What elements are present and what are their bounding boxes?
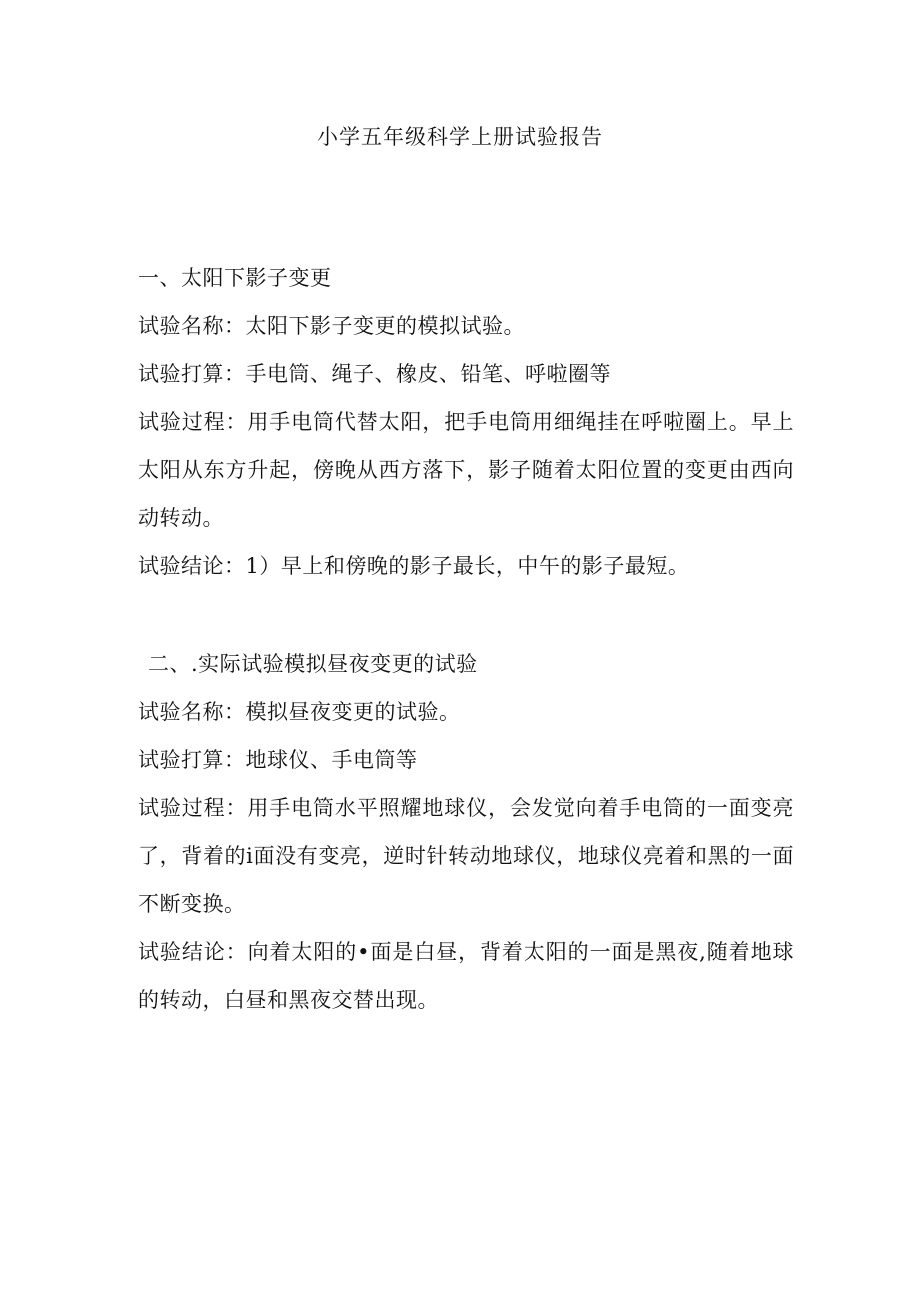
experiment-name: 试验名称：模拟昼夜变更的试验。 <box>138 700 461 724</box>
experiment-materials: 试验打算：手电筒、绳子、橡皮、铅笔、呼啦圈等 <box>138 362 611 386</box>
experiment-process: 试验过程：用手电筒水平照耀地球仪，会发觉向着手电筒的一面变亮了，背着的i面没有变亮，逆时针转动地球仪，地球仪亮着和黑的一面不断变换。 <box>138 796 794 916</box>
section-shadow-change <box>138 254 794 590</box>
section-day-night <box>138 640 794 1024</box>
experiment-conclusion: 试验结论：1）早上和傍晚的影子最长，中午的影子最短。 <box>138 554 690 578</box>
experiment-materials: 试验打算：地球仪、手电筒等 <box>138 748 418 772</box>
experiment-process: 试验过程：用手电筒代替太阳，把手电筒用细绳挂在呼啦圈上。早上太阳从东方升起，傍晚从西方落下，影子随着太阳位置的变更由西向动转动。 <box>138 410 794 530</box>
document-title: 小学五年级科学上册试验报告 <box>317 125 603 149</box>
experiment-name: 试验名称：太阳下影子变更的模拟试验。 <box>138 314 525 338</box>
section-heading: 二、.实际试验模拟昼夜变更的试验 <box>148 652 478 676</box>
section-heading: 一、太阳下影子变更 <box>138 266 332 290</box>
experiment-conclusion: 试验结论：向着太阳的•面是白昼，背着太阳的一面是黑夜,随着地球的转动，白昼和黑夜交替出现。 <box>138 940 794 1012</box>
